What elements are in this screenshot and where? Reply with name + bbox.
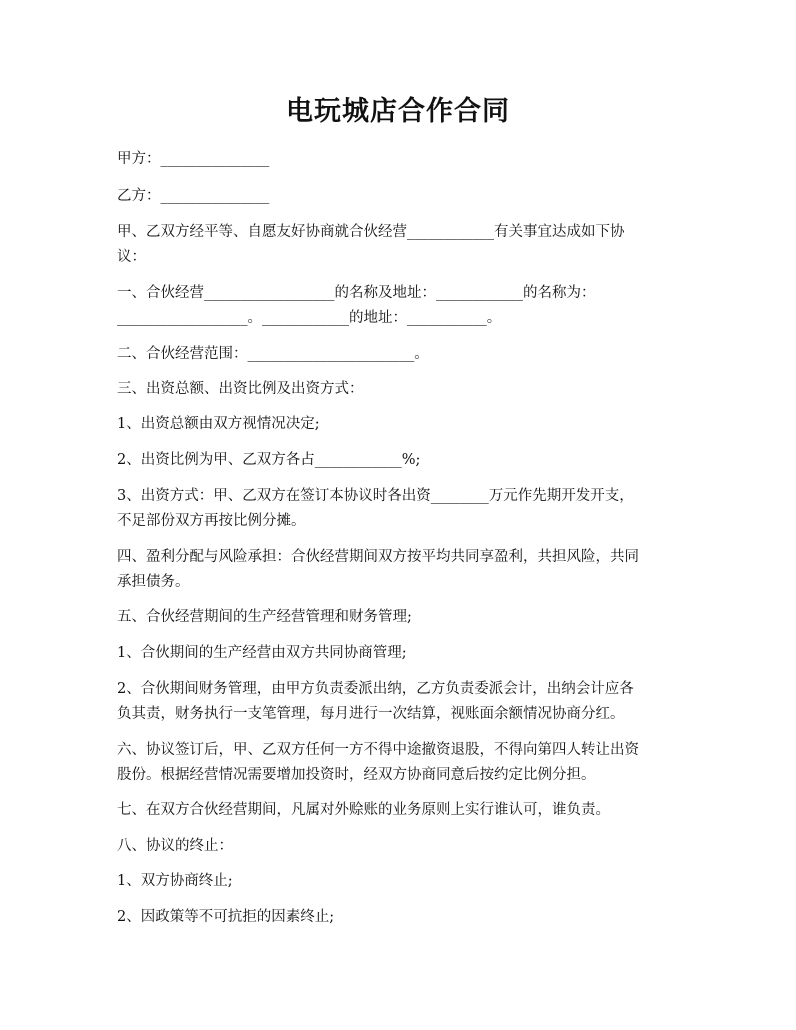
clause-3-item-2: 2、出资比例为甲、乙双方各占____________%; <box>117 452 421 468</box>
clause-6-line-2: 股份。根据经营情况需要增加投资时，经双方协商同意后按约定比例分担。 <box>117 767 596 783</box>
clause-1-line-2: __________________。____________的地址：___________。 <box>117 310 502 326</box>
clause-5-item-2-line-2: 负其责，财务执行一支笔管理，每月进行一次结算，视账面余额情况协商分红。 <box>117 706 625 722</box>
clause-2-line: 二、合伙经营范围：_______________________。 <box>117 346 429 362</box>
intro-line-2: 议： <box>117 249 146 265</box>
document-title: 电玩城店合作合同 <box>286 96 510 127</box>
clause-3-item-1: 1、出资总额由双方视情况决定; <box>117 416 320 432</box>
clause-5-item-1: 1、合伙期间的生产经营由双方共同协商管理; <box>117 645 407 661</box>
clause-4-line-1: 四、盈利分配与风险承担：合伙经营期间双方按平均共同享盈利，共担风险，共同 <box>117 549 639 565</box>
clause-4-line-2: 承担债务。 <box>117 574 190 590</box>
party-b-line: 乙方：_______________ <box>117 188 270 204</box>
clause-8-item-2: 2、因政策等不可抗拒的因素终止; <box>117 909 335 925</box>
party-a-line: 甲方：_______________ <box>117 151 270 167</box>
intro-line-1: 甲、乙双方经平等、自愿友好协商就合伙经营____________有关事宜达成如下协 <box>117 224 625 240</box>
clause-5-heading: 五、合伙经营期间的生产经营管理和财务管理; <box>117 609 412 625</box>
clause-1-line-1: 一、合伙经营__________________的名称及地址：____________的名称为： <box>117 285 596 301</box>
clause-8-heading: 八、协议的终止： <box>117 838 233 854</box>
clause-3-item-3-line-2: 不足部份双方再按比例分摊。 <box>117 513 306 529</box>
clause-5-item-2-line-1: 2、合伙期间财务管理，由甲方负责委派出纳，乙方负责委派会计，出纳会计应各 <box>117 681 634 697</box>
clause-6-line-1: 六、协议签订后，甲、乙双方任何一方不得中途撤资退股，不得向第四人转让出资 <box>117 742 639 758</box>
clause-3-heading: 三、出资总额、出资比例及出资方式： <box>117 381 364 397</box>
clause-3-item-3-line-1: 3、出资方式：甲、乙双方在签订本协议时各出资________万元作先期开发开支， <box>117 488 634 504</box>
clause-8-item-1: 1、双方协商终止; <box>117 873 233 889</box>
clause-7-line: 七、在双方合伙经营期间，凡属对外赊账的业务原则上实行谁认可，谁负责。 <box>117 802 610 818</box>
